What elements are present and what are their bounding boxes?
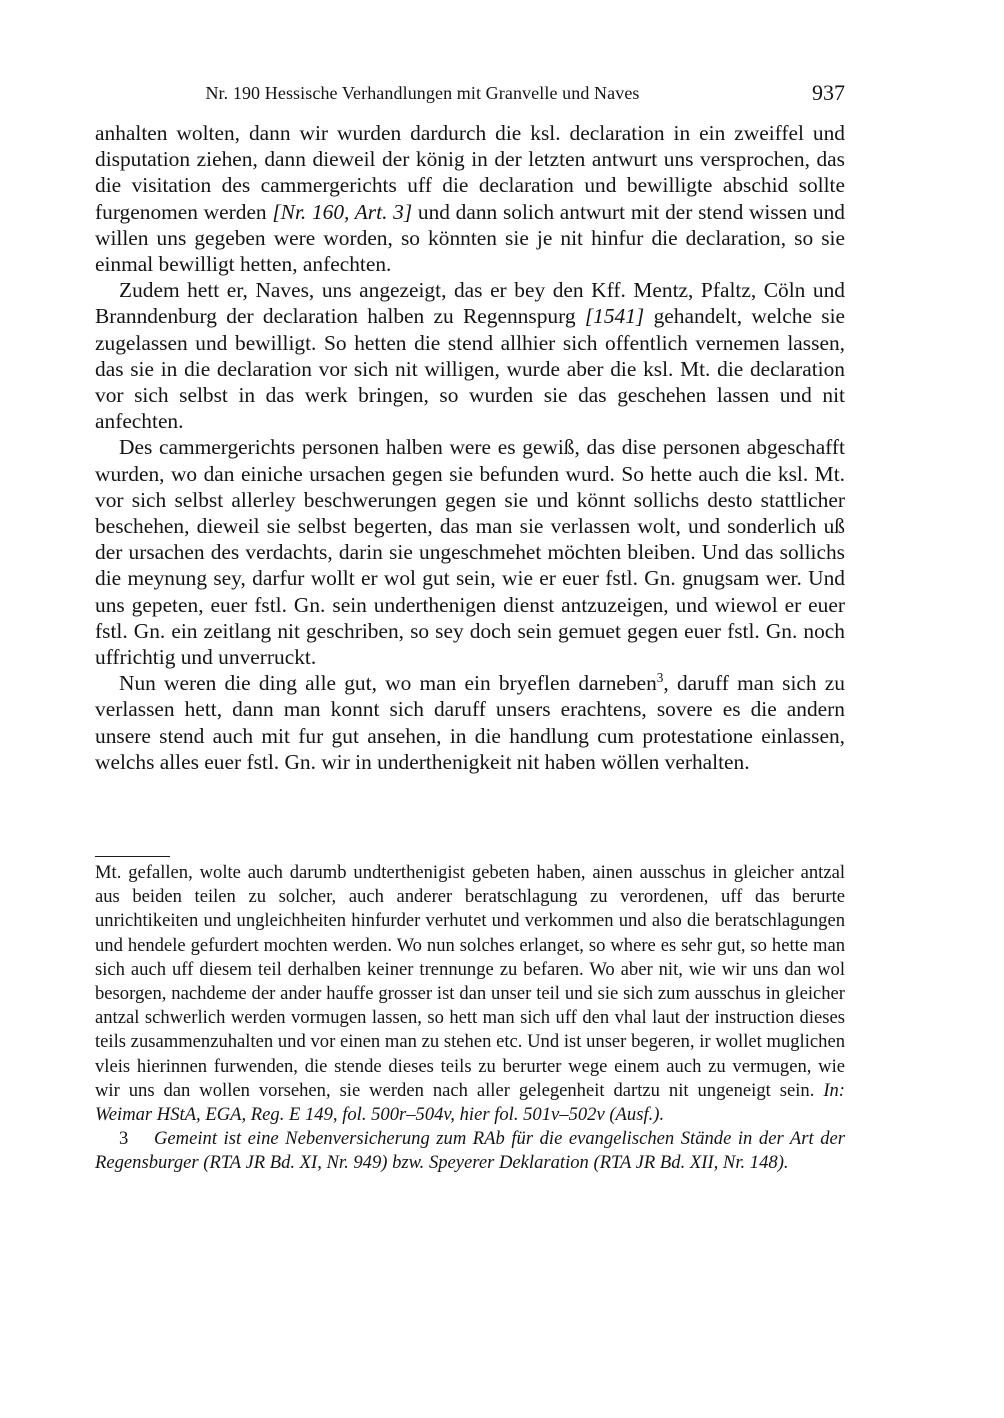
editorial-reference: [1541] — [584, 304, 645, 329]
paragraph: Des cammergerichts personen halben were es gewiß, das dise personen abgeschafft wurden, wo dan einiche ursachen gegen sie befunden wurd. So hette auch die ksl. Mt. vor sich selbst allerley beschwerungen gegen sie und könnt sollichs desto stattlicher beschehen, dieweil sie selbst begerten, das man sie verlassen wolt, und sonderlich uß der ursachen des verdachts, darin sie ungeschmehet möchten bleiben. Und das sollichs die meynung sey, darfur wollt er wol gut sein, wie er euer fstl. Gn. gnugsam wer. Und uns gepeten, euer fstl. Gn. sein underthenigen dienst antzuzeigen, und wiewol er euer fstl. Gn. ein zeitlang nit geschriben, so sey doch sein gemuet gegen euer fstl. Gn. noch uffrichtig und unverruckt. — [95, 435, 845, 670]
paragraph: Zudem hett er, Naves, uns angezeigt, das er bey den Kff. Mentz, Pfaltz, Cöln und Branndenburg der declaration halben zu Regennspurg [1541] gehandelt, welche sie zugelassen und bewilligt. So hetten die stend allhier sich offentlich vernemen lassen, das sie in die declaration vor sich nit willigen, wurde aber die ksl. Mt. die declaration vor sich selbst in das werk bringen, so wurden sie das geschehen lassen und nit anfechten. — [95, 278, 846, 434]
footnote-number: 3 — [119, 1128, 129, 1150]
paragraph: anhalten wolten, dann wir wurden dardurch die ksl. declaration in ein zweiffel und disputation ziehen, dann dieweil der könig in der letzten antwurt uns versprochen, das die visitation des cammergerichts uff die declaration und bewilligte abschid sollte furgenomen werden [Nr. 160, Art. 3] und dann solich antwurt mit der stend wissen und willen uns gegeben were worden, so könnten sie je nit hinfur die declaration, so sie einmal bewilligt hetten, anfechten. — [95, 121, 846, 277]
footnote-marker: 3 — [656, 670, 664, 686]
running-header — [95, 80, 845, 110]
page-number: 937 — [812, 80, 845, 105]
footnote-3: 3 Gemeint ist eine Nebenversicherung zum RAb für die evangelischen Stände in der Art der Regensburger (RTA JR Bd. XI, Nr. 949) bzw. Speyerer Deklaration (RTA JR Bd. XII, Nr. 148). — [95, 1128, 845, 1174]
footnote-separator — [95, 856, 170, 857]
source-citation: In: Weimar HStA, EGA, Reg. E 149, fol. 500r–504v, hier fol. 501v–502v (Ausf.). — [95, 1079, 845, 1126]
main-text — [95, 120, 845, 775]
paragraph: Nun weren die ding alle gut, wo man ein bryeflen darneben$^3$, daruff man sich zu verlassen hett, dann man konnt sich daruff unsers erachtens, sovere es die andern unsere stend auch mit fur gut ansehen, in die handlung cum protestatione einlassen, welchs alles euer fstl. Gn. wir in underthenigkeit nit haben wöllen verhalten. — [95, 670, 845, 774]
footnote-continued: Mt. gefallen, wolte auch darumb undterthenigist gebeten haben, ainen ausschus in gleicher antzal aus beiden teilen zu solcher, auch anderer beratschlagung zu verordenen, uff das berurte unrichtikeiten und ungleichheiten hinfurder verhutet und verkommen und also die beratschlagungen und hendele gefurdert mochten werden. Wo nun solches erlanget, so where es sehr gut, so hette man sich auch uff diesem teil derhalben keiner trennunge zu befaren. Wo aber nit, wie wir uns dan wol besorgen, nachdeme der ander hauffe grosser ist dan unser teil und sie sich zum ausschus in gleicher antzal schwerlich werden vormugen lassen, so hett man sich uff den vhal laut der instruction dieses teils zusammenzuhalten und vor einen man zu stehen etc. Und ist unser begeren, ir wollet muglichen vleis hierinnen furwenden, die stende dieses teils zu berurter wege einem auch zu vermugen, wie wir uns dan wollen vorsehen, sie werden nach aller gelegenheit dartzu nit ungeneigt sein. In: Weimar HStA, EGA, Reg. E 149, fol. 500r–504v, hier fol. 501v–502v (Ausf.). — [95, 862, 845, 1126]
footnotes — [95, 861, 845, 1176]
editorial-reference: [Nr. 160, Art. 3] — [272, 199, 413, 224]
running-title: Nr. 190 Hessische Verhandlungen mit Granvelle und Naves — [205, 83, 640, 103]
